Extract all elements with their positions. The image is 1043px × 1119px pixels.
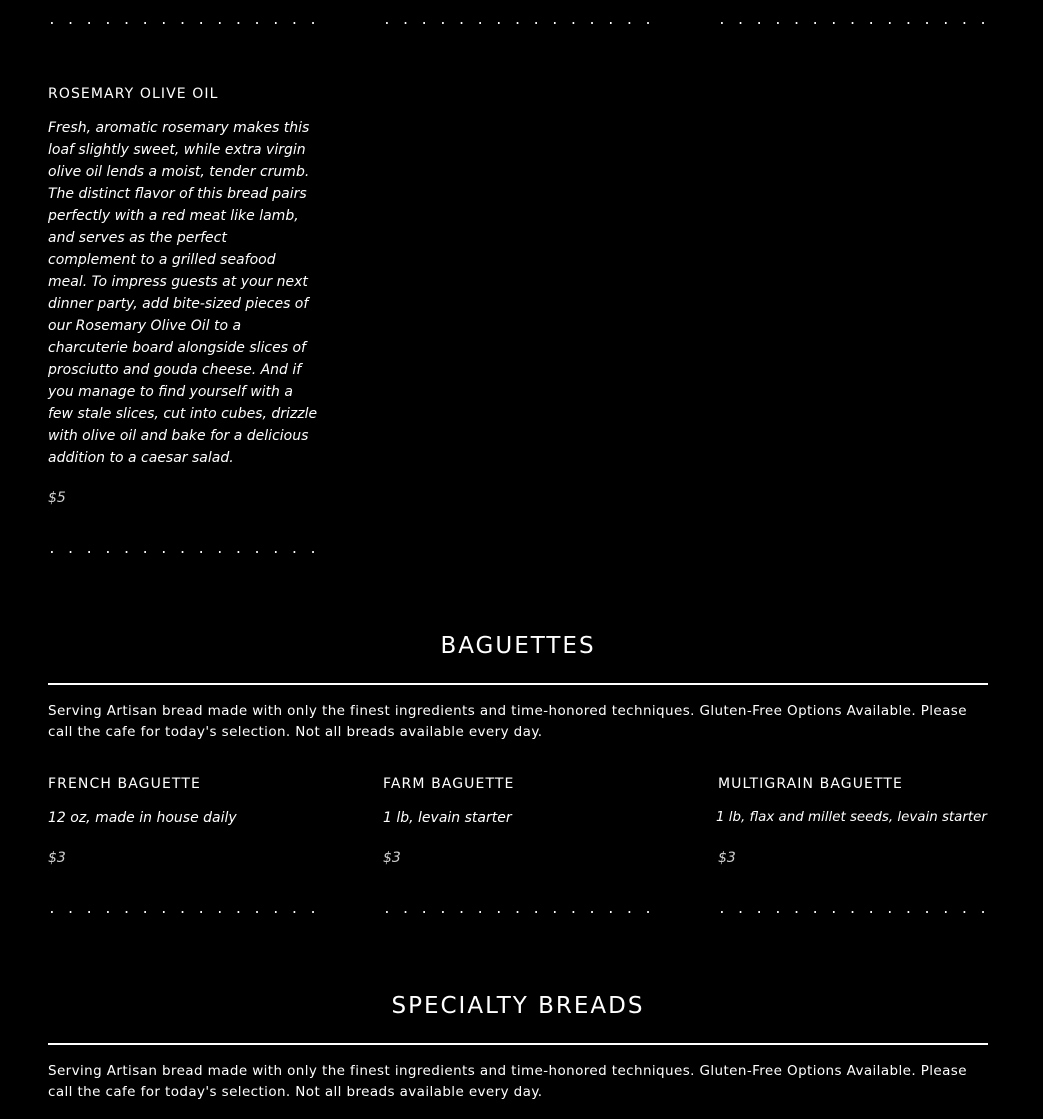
item-name: ROSEMARY OLIVE OIL [48,86,219,102]
item-price: $3 [48,850,66,866]
section-divider [48,683,988,685]
item-separator [718,21,988,27]
item-name: FARM BAGUETTE [383,776,515,792]
section-title: BAGUETTES [440,633,596,659]
item-description: 12 oz, made in house daily [48,810,237,826]
item-price: $5 [48,490,66,506]
item-separator [383,910,653,916]
item-description: 1 lb, levain starter [383,810,512,826]
item-description: Fresh, aromatic rosemary makes this loaf slightly sweet, while extra virgin olive oil lends a moist, tender crumb. The distinct flavor of this bread pairs perfectly with a red meat like lamb, and serves as the perfect complement to a grilled seafood meal. To impress guests at your next dinner party, add bite-sized pieces of our Rosemary Olive Oil to a charcuterie board alongside slices of prosciutto and gouda cheese. And if you manage to find yourself with a few stale slices, cut into cubes, drizzle with olive oil and bake for a delicious addition to a caesar salad. [48,120,318,466]
item-name: FRENCH BAGUETTE [48,776,201,792]
section-title: SPECIALTY BREADS [391,993,645,1019]
item-price: $3 [718,850,736,866]
section-intro: Serving Artisan bread made with only the finest ingredients and time-honored techniques. Gluten-Free Options Available. Please call the cafe for today's selection. Not all breads available every day. [48,703,967,740]
item-separator [718,910,988,916]
item-name: MULTIGRAIN BAGUETTE [718,776,903,792]
item-separator [48,910,318,916]
section-intro: Serving Artisan bread made with only the finest ingredients and time-honored techniques. Gluten-Free Options Available. Please call the cafe for today's selection. Not all breads available every day. [48,1063,967,1100]
item-price: $3 [383,850,401,866]
item-separator [48,550,318,556]
section-divider [48,1043,988,1045]
item-separator [383,21,653,27]
item-description: 1 lb, flax and millet seeds, levain starter [716,810,987,825]
item-separator [48,21,318,27]
